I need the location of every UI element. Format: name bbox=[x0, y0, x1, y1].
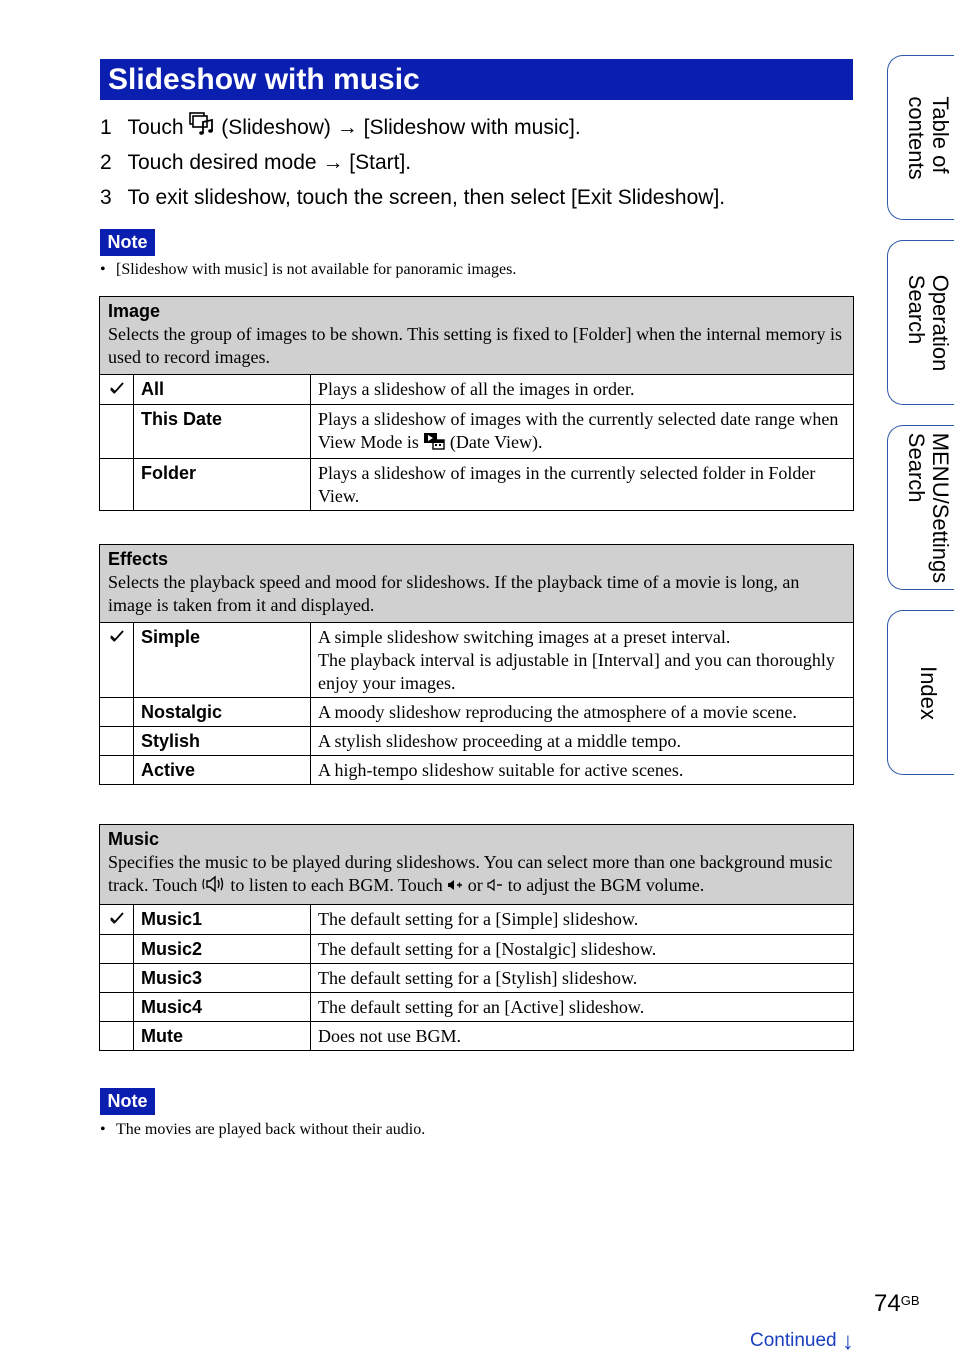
note-text: • The movies are played back without their audio. bbox=[100, 1121, 426, 1138]
section-title: Music bbox=[108, 829, 160, 849]
section-title: Effects bbox=[108, 549, 169, 569]
option-label: This Date bbox=[134, 405, 311, 459]
tab-menu-settings-search[interactable] bbox=[887, 425, 954, 590]
table-row bbox=[100, 623, 854, 698]
option-label: Music1 bbox=[134, 904, 311, 934]
date-view-icon bbox=[423, 432, 445, 456]
table-row bbox=[100, 458, 854, 510]
table-header bbox=[100, 545, 854, 623]
step-text: [Slideshow with music]. bbox=[363, 116, 581, 139]
tab-label: MENU/Settings Search bbox=[903, 432, 953, 583]
volume-down-icon bbox=[487, 875, 503, 898]
step-3 bbox=[100, 180, 860, 215]
tab-index[interactable] bbox=[887, 610, 954, 775]
music-settings-table bbox=[99, 824, 854, 1051]
step-text: To exit slideshow, touch the screen, then select [Exit Slideshow]. bbox=[127, 186, 726, 209]
default-check-icon bbox=[100, 375, 134, 405]
option-label: Mute bbox=[134, 1021, 311, 1050]
option-label: Simple bbox=[134, 623, 311, 698]
option-description: Plays a slideshow of images with the currently selected date range when View Mode is (Date View). bbox=[311, 405, 854, 459]
step-list bbox=[100, 110, 860, 215]
page-title: Slideshow with music bbox=[100, 59, 853, 100]
table-row bbox=[100, 1021, 854, 1050]
option-label: Music2 bbox=[134, 934, 311, 963]
arrow-right-icon: → bbox=[336, 116, 358, 139]
tab-label: Operation Search bbox=[903, 274, 953, 371]
option-label: Music3 bbox=[134, 963, 311, 992]
step-text: Touch bbox=[127, 116, 184, 139]
option-label: Stylish bbox=[134, 727, 311, 756]
volume-up-icon bbox=[447, 875, 463, 898]
table-row bbox=[100, 756, 854, 785]
image-settings-table bbox=[99, 296, 854, 511]
step-number: 3 bbox=[100, 186, 112, 209]
option-label: Folder bbox=[134, 458, 311, 510]
option-label: Music4 bbox=[134, 992, 311, 1021]
option-description: The default setting for an [Active] slideshow. bbox=[311, 992, 854, 1021]
default-check-icon bbox=[100, 623, 134, 698]
arrow-down-icon: ↓ bbox=[841, 1328, 854, 1355]
section-description: Selects the playback speed and mood for slideshows. If the playback time of a movie is long, an image is taken from it and displayed. bbox=[108, 572, 800, 615]
section-description: Selects the group of images to be shown. This setting is fixed to [Folder] when the internal memory is used to record images. bbox=[108, 324, 843, 367]
tab-table-of-contents[interactable] bbox=[887, 55, 954, 220]
option-label: Nostalgic bbox=[134, 698, 311, 727]
table-row bbox=[100, 963, 854, 992]
step-number: 1 bbox=[100, 116, 112, 139]
option-description: The default setting for a [Stylish] slideshow. bbox=[311, 963, 854, 992]
option-description: A simple slideshow switching images at a preset interval. The playback interval is adjustable in [Interval] and you can thoroughly enjoy your images. bbox=[311, 623, 854, 698]
table-header bbox=[100, 825, 854, 905]
arrow-right-icon: → bbox=[322, 151, 344, 174]
table-row bbox=[100, 698, 854, 727]
option-description: The default setting for a [Simple] slideshow. bbox=[311, 904, 854, 934]
option-description: Does not use BGM. bbox=[311, 1021, 854, 1050]
table-row bbox=[100, 904, 854, 934]
tab-label: Table of contents bbox=[903, 95, 953, 180]
step-1 bbox=[100, 110, 860, 145]
continued-link[interactable]: Continued ↓ bbox=[750, 1328, 854, 1355]
default-check-icon bbox=[100, 904, 134, 934]
table-row bbox=[100, 727, 854, 756]
option-label: All bbox=[134, 375, 311, 405]
table-row bbox=[100, 992, 854, 1021]
option-description: Plays a slideshow of images in the currently selected folder in Folder View. bbox=[311, 458, 854, 510]
slideshow-icon bbox=[189, 111, 215, 146]
step-2 bbox=[100, 145, 860, 180]
note-badge: Note bbox=[100, 1088, 155, 1115]
page-number: $74^{GB}$ bbox=[874, 1290, 920, 1317]
step-text: (Slideshow) bbox=[221, 116, 331, 139]
table-header bbox=[100, 297, 854, 375]
step-number: 2 bbox=[100, 151, 112, 174]
option-description: The default setting for a [Nostalgic] slideshow. bbox=[311, 934, 854, 963]
speaker-listen-icon bbox=[202, 875, 226, 899]
step-text: Touch desired mode bbox=[127, 151, 317, 174]
note-badge: Note bbox=[100, 229, 155, 256]
table-row bbox=[100, 375, 854, 405]
note-text: • [Slideshow with music] is not available for panoramic images. bbox=[100, 261, 517, 278]
section-title: Image bbox=[108, 301, 161, 321]
table-row bbox=[100, 934, 854, 963]
option-label: Active bbox=[134, 756, 311, 785]
section-description: Specifies the music to be played during slideshows. You can select more than one background music track. Touch to listen to each BGM. Touch or to adjust the BGM volume. bbox=[108, 851, 845, 899]
option-description: A high-tempo slideshow suitable for active scenes. bbox=[311, 756, 854, 785]
option-description: Plays a slideshow of all the images in order. bbox=[311, 375, 854, 405]
step-text: [Start]. bbox=[349, 151, 412, 174]
tab-operation-search[interactable] bbox=[887, 240, 954, 405]
option-description: A moody slideshow reproducing the atmosphere of a movie scene. bbox=[311, 698, 854, 727]
tab-label: Index bbox=[915, 665, 941, 720]
effects-settings-table bbox=[99, 544, 854, 785]
table-row bbox=[100, 405, 854, 459]
option-description: A stylish slideshow proceeding at a middle tempo. bbox=[311, 727, 854, 756]
